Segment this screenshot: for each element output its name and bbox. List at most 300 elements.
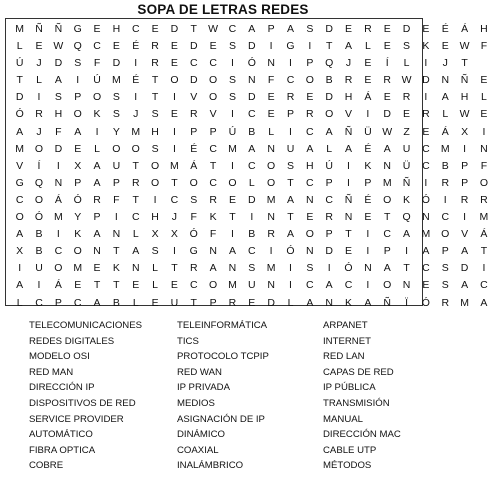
grid-cell[interactable]: L	[403, 57, 410, 70]
grid-cell[interactable]: Ú	[15, 57, 24, 70]
grid-cell[interactable]: L	[248, 176, 255, 189]
grid-cell[interactable]: I	[56, 159, 60, 172]
grid-cell[interactable]: T	[229, 211, 236, 224]
grid-cell[interactable]: C	[209, 57, 217, 70]
grid-cell[interactable]: D	[54, 57, 63, 70]
grid-cell[interactable]: T	[209, 159, 217, 172]
grid-cell[interactable]: H	[306, 159, 314, 172]
grid-cell[interactable]: A	[345, 40, 353, 53]
grid-cell[interactable]: S	[228, 74, 236, 87]
grid-cell[interactable]: E	[74, 142, 82, 155]
grid-cell[interactable]: Ü	[364, 125, 372, 138]
grid-cell[interactable]: M	[228, 279, 237, 292]
grid-cell[interactable]: P	[306, 57, 314, 70]
grid-cell[interactable]: C	[344, 279, 353, 292]
grid-cell[interactable]: G	[15, 176, 24, 189]
grid-cell[interactable]: P	[267, 23, 275, 35]
grid-cell[interactable]: R	[402, 91, 411, 104]
grid-cell[interactable]: H	[54, 108, 63, 121]
grid-cell[interactable]: I	[308, 40, 312, 53]
grid-cell[interactable]: F	[55, 125, 62, 138]
grid-cell[interactable]: E	[151, 296, 159, 309]
grid-cell[interactable]: C	[189, 57, 198, 70]
grid-cell[interactable]: É	[364, 142, 372, 155]
grid-cell[interactable]: E	[209, 40, 217, 53]
grid-cell[interactable]: E	[228, 193, 236, 206]
grid-cell[interactable]: W	[459, 40, 470, 53]
grid-cell[interactable]: I	[56, 228, 60, 241]
grid-cell[interactable]: L	[326, 142, 333, 155]
grid-cell[interactable]: A	[383, 262, 391, 275]
grid-cell[interactable]: T	[113, 279, 120, 292]
grid-cell[interactable]: H	[344, 91, 353, 104]
grid-cell[interactable]: R	[228, 296, 237, 309]
grid-cell[interactable]: M	[266, 262, 276, 275]
grid-cell[interactable]: R	[344, 74, 353, 87]
grid-cell[interactable]: E	[170, 279, 178, 292]
grid-cell[interactable]: N	[267, 57, 275, 70]
grid-cell[interactable]: D	[54, 142, 63, 155]
grid-cell[interactable]: V	[209, 108, 217, 121]
grid-cell[interactable]: Ú	[93, 74, 101, 87]
grid-cell[interactable]: H	[151, 211, 159, 224]
grid-cell[interactable]: K	[112, 262, 120, 275]
grid-cell[interactable]: O	[73, 245, 82, 258]
grid-cell[interactable]: V	[461, 228, 469, 241]
grid-cell[interactable]: X	[151, 228, 159, 241]
grid-cell[interactable]: O	[441, 228, 450, 241]
grid-cell[interactable]: L	[16, 40, 23, 53]
grid-cell[interactable]: I	[424, 57, 428, 70]
grid-cell[interactable]: I	[424, 176, 428, 189]
grid-cell[interactable]: R	[422, 108, 430, 121]
grid-cell[interactable]: H	[151, 125, 159, 138]
grid-cell[interactable]: T	[480, 245, 488, 258]
grid-cell[interactable]: O	[54, 262, 63, 275]
grid-cell[interactable]: A	[93, 176, 101, 189]
grid-cell[interactable]: B	[441, 159, 449, 172]
grid-cell[interactable]: P	[286, 108, 294, 121]
grid-cell[interactable]: T	[132, 159, 139, 172]
grid-cell[interactable]: L	[36, 74, 42, 87]
grid-cell[interactable]: Ú	[228, 125, 237, 138]
grid-cell[interactable]: T	[93, 279, 101, 292]
grid-cell[interactable]: D	[422, 74, 430, 87]
grid-cell[interactable]: O	[209, 74, 218, 87]
grid-cell[interactable]: A	[286, 193, 294, 206]
grid-cell[interactable]: R	[131, 176, 140, 189]
grid-cell[interactable]: R	[189, 262, 198, 275]
grid-cell[interactable]: J	[345, 57, 352, 70]
grid-cell[interactable]: J	[133, 108, 139, 121]
grid-cell[interactable]: O	[34, 193, 44, 206]
grid-cell[interactable]: L	[442, 108, 449, 121]
grid-cell[interactable]: E	[151, 23, 159, 35]
grid-cell[interactable]: L	[268, 125, 275, 138]
grid-cell[interactable]: I	[443, 193, 447, 206]
grid-cell[interactable]: C	[54, 245, 63, 258]
grid-cell[interactable]: E	[364, 57, 372, 70]
grid-cell[interactable]: T	[113, 245, 120, 258]
grid-cell[interactable]: C	[248, 108, 256, 121]
grid-cell[interactable]: E	[93, 23, 101, 35]
grid-cell[interactable]: X	[16, 245, 24, 258]
grid-cell[interactable]: A	[461, 245, 469, 258]
grid-cell[interactable]: V	[190, 91, 198, 104]
grid-cell[interactable]: M	[440, 142, 450, 155]
grid-cell[interactable]: A	[461, 279, 469, 292]
grid-cell[interactable]: A	[209, 262, 217, 275]
grid-cell[interactable]: C	[422, 159, 430, 172]
grid-cell[interactable]: E	[170, 108, 178, 121]
grid-cell[interactable]: T	[151, 91, 159, 104]
grid-cell[interactable]: K	[364, 159, 372, 172]
grid-cell[interactable]: O	[150, 159, 160, 172]
grid-cell[interactable]: I	[172, 91, 176, 104]
grid-cell[interactable]: I	[230, 159, 234, 172]
grid-cell[interactable]: P	[441, 245, 449, 258]
grid-cell[interactable]: R	[383, 74, 391, 87]
grid-cell[interactable]: C	[306, 176, 314, 189]
grid-cell[interactable]: N	[441, 74, 450, 87]
grid-cell[interactable]: B	[35, 228, 43, 241]
grid-cell[interactable]: C	[286, 74, 295, 87]
grid-cell[interactable]: E	[306, 91, 314, 104]
grid-cell[interactable]: K	[74, 228, 82, 241]
grid-cell[interactable]: P	[383, 245, 391, 258]
grid-cell[interactable]: M	[53, 211, 63, 224]
grid-cell[interactable]: C	[480, 279, 488, 292]
grid-cell[interactable]: E	[480, 108, 488, 121]
grid-cell[interactable]: D	[189, 40, 198, 53]
grid-cell[interactable]: A	[228, 245, 236, 258]
grid-cell[interactable]: É	[364, 193, 372, 206]
grid-cell[interactable]: T	[287, 211, 294, 224]
grid-cell[interactable]: S	[403, 40, 411, 53]
grid-cell[interactable]: E	[403, 108, 411, 121]
grid-cell[interactable]: I	[347, 176, 350, 189]
grid-cell[interactable]: L	[152, 279, 158, 292]
grid-cell[interactable]: T	[383, 211, 391, 224]
grid-cell[interactable]: N	[383, 159, 391, 172]
grid-cell[interactable]: O	[325, 108, 334, 121]
grid-cell[interactable]: K	[93, 108, 101, 121]
grid-cell[interactable]: K	[209, 211, 217, 224]
grid-cell[interactable]: Ó	[421, 296, 430, 309]
grid-cell[interactable]: V	[345, 108, 353, 121]
grid-cell[interactable]: R	[35, 108, 43, 121]
grid-cell[interactable]: F	[209, 228, 217, 241]
grid-cell[interactable]: D	[267, 296, 275, 309]
grid-cell[interactable]: T	[287, 176, 294, 189]
grid-cell[interactable]: C	[306, 279, 314, 292]
grid-cell[interactable]: A	[93, 228, 101, 241]
grid-cell[interactable]: X	[461, 125, 469, 138]
grid-cell[interactable]: E	[132, 279, 140, 292]
grid-cell[interactable]: N	[267, 211, 275, 224]
grid-cell[interactable]: Á	[441, 125, 449, 138]
grid-cell[interactable]: T	[345, 228, 352, 241]
grid-cell[interactable]: C	[189, 279, 198, 292]
grid-cell[interactable]: A	[306, 296, 314, 309]
grid-cell[interactable]: V	[16, 159, 24, 172]
grid-cell[interactable]: E	[112, 40, 120, 53]
grid-cell[interactable]: Ñ	[344, 193, 353, 206]
grid-cell[interactable]: Ñ	[402, 176, 411, 189]
grid-cell[interactable]: A	[54, 74, 62, 87]
grid-cell[interactable]: C	[422, 142, 430, 155]
grid-cell[interactable]: C	[383, 228, 391, 241]
grid-cell[interactable]: T	[190, 296, 197, 309]
grid-cell[interactable]: O	[189, 176, 198, 189]
grid-cell[interactable]: R	[151, 40, 159, 53]
grid-cell[interactable]: S	[151, 108, 159, 121]
grid-cell[interactable]: I	[76, 74, 80, 87]
grid-cell[interactable]: P	[112, 176, 120, 189]
grid-cell[interactable]: N	[112, 228, 121, 241]
grid-cell[interactable]: I	[172, 245, 176, 258]
grid-cell[interactable]: I	[366, 228, 370, 241]
grid-cell[interactable]: M	[170, 159, 179, 172]
grid-cell[interactable]: U	[248, 279, 256, 292]
grid-cell[interactable]: E	[306, 211, 314, 224]
grid-cell[interactable]: S	[248, 262, 256, 275]
grid-cell[interactable]: I	[463, 211, 467, 224]
grid-cell[interactable]: C	[248, 245, 256, 258]
grid-cell[interactable]: C	[131, 23, 140, 35]
grid-cell[interactable]: A	[93, 296, 101, 309]
grid-cell[interactable]: E	[170, 40, 178, 53]
grid-cell[interactable]: I	[134, 91, 138, 104]
grid-cell[interactable]: I	[289, 125, 292, 138]
grid-cell[interactable]: L	[481, 91, 487, 104]
grid-cell[interactable]: I	[230, 228, 234, 241]
grid-cell[interactable]: Á	[54, 193, 62, 206]
grid-cell[interactable]: N	[93, 245, 101, 258]
grid-cell[interactable]: F	[480, 40, 488, 53]
grid-cell[interactable]: R	[286, 91, 295, 104]
grid-cell[interactable]: J	[36, 125, 42, 138]
grid-cell[interactable]: J	[171, 211, 178, 224]
grid-cell[interactable]: K	[345, 296, 353, 309]
grid-cell[interactable]: L	[152, 262, 158, 275]
grid-cell[interactable]: R	[267, 228, 275, 241]
grid-cell[interactable]: N	[344, 211, 353, 224]
grid-cell[interactable]: A	[345, 142, 353, 155]
grid-cell[interactable]: I	[269, 40, 273, 53]
grid-cell[interactable]: Ó	[344, 262, 353, 275]
grid-cell[interactable]: T	[132, 193, 139, 206]
grid-cell[interactable]: D	[170, 23, 179, 35]
grid-cell[interactable]: A	[286, 23, 294, 35]
grid-cell[interactable]: P	[54, 296, 62, 309]
grid-cell[interactable]: M	[15, 142, 25, 155]
grid-cell[interactable]: D	[15, 91, 24, 104]
grid-cell[interactable]: Í	[385, 57, 389, 70]
grid-cell[interactable]: S	[228, 40, 236, 53]
grid-cell[interactable]: N	[325, 296, 333, 309]
grid-cell[interactable]: P	[93, 211, 101, 224]
grid-cell[interactable]: M	[421, 228, 431, 241]
grid-cell[interactable]: P	[190, 125, 198, 138]
grid-cell[interactable]: R	[480, 193, 488, 206]
grid-cell[interactable]: N	[267, 279, 275, 292]
grid-cell[interactable]: E	[248, 296, 256, 309]
grid-cell[interactable]: I	[482, 262, 486, 275]
grid-cell[interactable]: N	[54, 176, 63, 189]
grid-cell[interactable]: I	[366, 279, 370, 292]
grid-cell[interactable]: O	[92, 91, 102, 104]
grid-cell[interactable]: F	[113, 193, 120, 206]
grid-cell[interactable]: C	[170, 193, 179, 206]
grid-cell[interactable]: J	[36, 57, 42, 70]
grid-cell[interactable]: I	[289, 279, 292, 292]
grid-cell[interactable]: A	[480, 296, 488, 309]
grid-cell[interactable]: B	[112, 296, 120, 309]
grid-cell[interactable]: D	[383, 108, 391, 121]
grid-cell[interactable]: I	[114, 211, 118, 224]
grid-cell[interactable]: C	[209, 142, 217, 155]
grid-cell[interactable]: Ñ	[35, 23, 43, 35]
grid-cell[interactable]: N	[480, 142, 488, 155]
grid-cell[interactable]: C	[131, 211, 140, 224]
grid-cell[interactable]: R	[325, 211, 333, 224]
grid-cell[interactable]: O	[15, 211, 24, 224]
grid-cell[interactable]: S	[112, 91, 120, 104]
grid-cell[interactable]: I	[37, 91, 41, 104]
grid-cell[interactable]: G	[189, 245, 198, 258]
grid-cell[interactable]: B	[248, 125, 256, 138]
grid-cell[interactable]: O	[267, 159, 276, 172]
grid-cell[interactable]: Ó	[34, 211, 44, 224]
grid-cell[interactable]: E	[422, 125, 430, 138]
grid-cell[interactable]: I	[463, 142, 467, 155]
grid-cell[interactable]: O	[209, 91, 218, 104]
grid-cell[interactable]: Q	[402, 211, 411, 224]
grid-cell[interactable]: A	[16, 228, 24, 241]
grid-cell[interactable]: C	[35, 296, 43, 309]
grid-cell[interactable]: C	[325, 193, 333, 206]
grid-cell[interactable]: N	[402, 279, 411, 292]
grid-cell[interactable]: T	[325, 40, 333, 53]
grid-cell[interactable]: R	[441, 176, 450, 189]
grid-cell[interactable]: I	[289, 57, 292, 70]
grid-cell[interactable]: F	[190, 211, 197, 224]
grid-cell[interactable]: A	[403, 228, 411, 241]
grid-cell[interactable]: E	[383, 23, 391, 35]
grid-cell[interactable]: É	[190, 142, 198, 155]
grid-cell[interactable]: A	[248, 23, 256, 35]
grid-cell[interactable]: W	[401, 74, 412, 87]
grid-cell[interactable]: A	[383, 142, 391, 155]
grid-cell[interactable]: A	[248, 142, 256, 155]
grid-cell[interactable]: A	[286, 228, 294, 241]
grid-cell[interactable]: C	[93, 40, 101, 53]
grid-cell[interactable]: U	[402, 142, 411, 155]
grid-cell[interactable]: A	[364, 296, 372, 309]
grid-cell[interactable]: T	[151, 74, 159, 87]
grid-cell[interactable]: Ó	[15, 108, 24, 121]
grid-cell[interactable]: Y	[74, 211, 82, 224]
grid-cell[interactable]: Í	[37, 159, 41, 172]
grid-cell[interactable]: S	[74, 57, 82, 70]
grid-cell[interactable]: S	[190, 193, 198, 206]
grid-cell[interactable]: I	[366, 108, 370, 121]
grid-cell[interactable]: T	[190, 23, 197, 35]
grid-cell[interactable]: Á	[480, 228, 488, 241]
grid-cell[interactable]: P	[74, 91, 82, 104]
grid-cell[interactable]: B	[325, 74, 333, 87]
grid-cell[interactable]: A	[16, 125, 24, 138]
grid-cell[interactable]: I	[289, 262, 292, 275]
grid-cell[interactable]: C	[422, 262, 430, 275]
grid-cell[interactable]: Ó	[247, 57, 256, 70]
grid-cell[interactable]: P	[461, 176, 469, 189]
grid-cell[interactable]: D	[248, 91, 256, 104]
grid-cell[interactable]: S	[286, 159, 294, 172]
grid-cell[interactable]: F	[93, 57, 101, 70]
grid-cell[interactable]: S	[151, 245, 159, 258]
grid-cell[interactable]: É	[132, 40, 140, 53]
grid-cell[interactable]: J	[442, 57, 448, 70]
grid-cell[interactable]: S	[151, 142, 159, 155]
grid-cell[interactable]: R	[151, 57, 159, 70]
grid-cell[interactable]: D	[460, 262, 469, 275]
grid-cell[interactable]: O	[479, 176, 488, 189]
grid-cell[interactable]: Q	[34, 176, 44, 189]
grid-cell[interactable]: N	[209, 245, 217, 258]
grid-cell[interactable]: E	[170, 57, 178, 70]
grid-cell[interactable]: Ú	[325, 159, 333, 172]
grid-cell[interactable]: H	[112, 23, 121, 35]
grid-cell[interactable]: I	[37, 279, 41, 292]
grid-cell[interactable]: M	[382, 176, 392, 189]
grid-cell[interactable]: N	[248, 74, 256, 87]
grid-cell[interactable]: A	[422, 245, 430, 258]
grid-cell[interactable]: E	[422, 23, 430, 35]
grid-cell[interactable]: R	[441, 296, 450, 309]
grid-cell[interactable]: L	[16, 296, 23, 309]
grid-cell[interactable]: N	[306, 245, 314, 258]
grid-cell[interactable]: P	[325, 228, 333, 241]
grid-cell[interactable]: N	[267, 142, 275, 155]
grid-cell[interactable]: U	[286, 142, 295, 155]
grid-cell[interactable]: M	[15, 23, 25, 35]
grid-cell[interactable]: L	[364, 40, 371, 53]
grid-cell[interactable]: T	[16, 74, 23, 87]
grid-cell[interactable]: S	[54, 91, 62, 104]
grid-cell[interactable]: I	[327, 262, 331, 275]
grid-cell[interactable]: O	[305, 228, 314, 241]
grid-cell[interactable]: W	[53, 40, 64, 53]
grid-cell[interactable]: S	[306, 262, 314, 275]
grid-cell[interactable]: L	[132, 296, 139, 309]
grid-cell[interactable]: O	[170, 74, 179, 87]
grid-cell[interactable]: O	[150, 176, 160, 189]
grid-cell[interactable]: O	[383, 193, 392, 206]
grid-cell[interactable]: P	[461, 159, 469, 172]
grid-cell[interactable]: D	[189, 74, 198, 87]
grid-cell[interactable]: Ü	[402, 159, 411, 172]
grid-cell[interactable]: D	[325, 91, 333, 104]
grid-cell[interactable]: L	[287, 296, 294, 309]
grid-cell[interactable]: I	[250, 211, 254, 224]
grid-cell[interactable]: Y	[112, 125, 120, 138]
grid-cell[interactable]: I	[230, 108, 234, 121]
grid-cell[interactable]: N	[364, 262, 372, 275]
grid-cell[interactable]: R	[209, 193, 217, 206]
grid-cell[interactable]: A	[325, 279, 333, 292]
